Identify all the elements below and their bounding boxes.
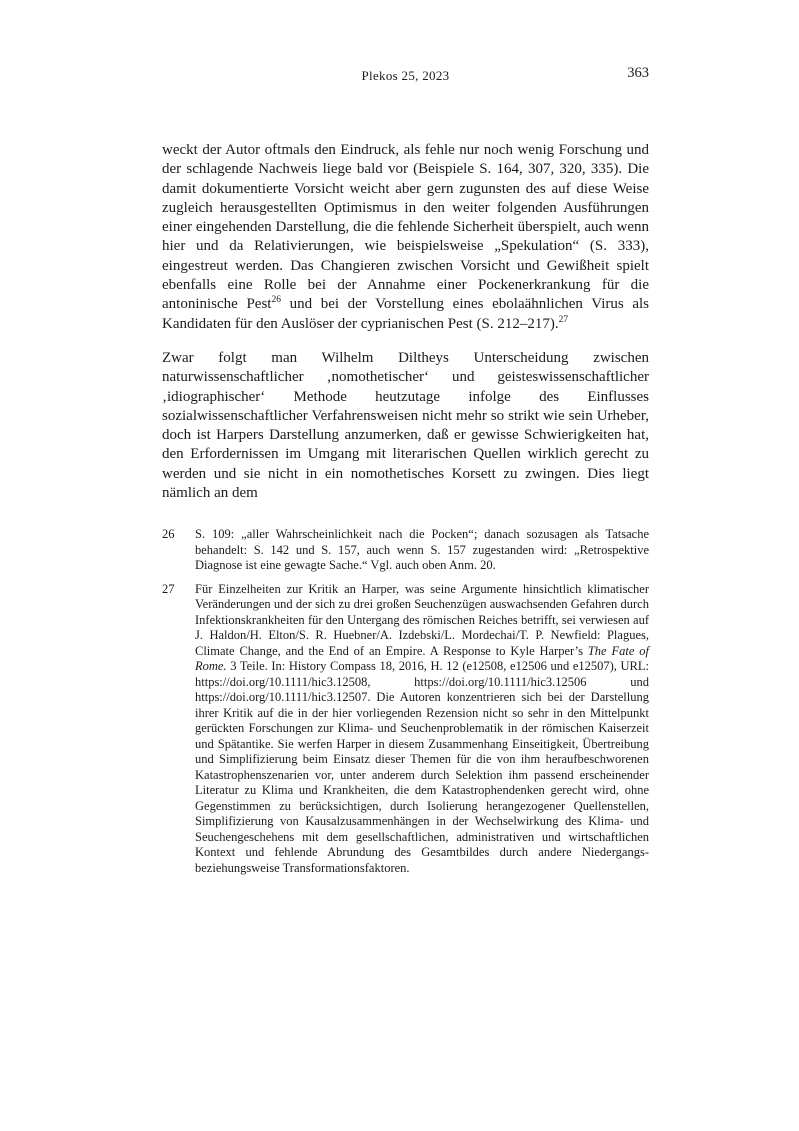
text-block [162,141,649,884]
paragraph-2: Zwar folgt man Wilhelm Diltheys Unterscheidung zwischen naturwissenschaftlicher ‚nomothetischer‘ und geisteswissenschaftlicher ‚idiographischer‘ Methode heutzutage infolge des Einflusses sozialwissenschaftlicher Verfahrensweisen nicht mehr so strikt wie sein Urheber, doch ist Harpers Darstellung anzumerken, daß er gewisse Schwierigkeiten hat, den Erfordernissen im Umgang mit literarischen Quellen wirklich gerecht zu werden und sie nicht in ein nomothetisches Korsett zu zwingen. Dies liegt nämlich an dem [162,349,649,502]
footnote-ref-26: 26 [271,295,281,306]
footnote-27-number: 27 [162,581,175,596]
footnote-27 [162,582,649,877]
paragraph-1 [162,141,649,334]
footnote-27-part2: 3 Teile. In: History Compass 18, 2016, H. 12 (e12508, e12506 und e12507), URL: https://doi.org/10.1111/hic3.12508, https://doi.org/10.1111/hic3.12506 und https://doi.org/10.1111/hic3.12507. Die Autoren konzentrieren sich bei der Darstellung ihrer Kritik auf die in der hier vorliegenden Rezension nicht so sehr in den Mittelpunkt gerückten Forschungen zur Klima- und Seuchenproblematik in der römischen Kaiserzeit und Spätantike. Sie werfen Harper in diesem Zusammenhang Einseitigkeit, Übertreibung und Simplifizierung beim Einsatz dieser Themen für die von ihm heraufbeschworenen Katastrophenszenarien vor, unter anderem durch Selektion ihm passend erscheinender Literatur zu Klima und Krankheiten, die dem Katastrophendenken gerecht wird, ohne Gegenstimmen zu berücksichtigen, durch Isolierung herangezogener Quellenstellen, Simplifizierung von Kausalzusammenhängen in der Wechselwirkung des Klima- und Seuchengeschehens mit dem gesellschaftlichen, administrativen und wirtschaftlichen Kontext und fehlende Abrundung des Gesamtbildes durch andere Niedergangs- beziehungsweise Transformationsfaktoren. [195,659,649,875]
footnote-26-number: 26 [162,527,175,542]
journal-title: Plekos 25, 2023 [361,68,450,83]
footnote-27-work-title: The Fate of Rome. [195,643,649,674]
footnote-26 [162,527,649,574]
paragraph-1-text-cont: und bei der Vorstellung eines ebolaähnlichen Virus als Kandidaten für den Auslöser der cyprianischen Pest (S. 212–217). [162,296,649,332]
footnote-ref-27: 27 [558,314,569,325]
footnotes-section [162,527,649,876]
footnote-27-part1: Für Einzelheiten zur Kritik an Harper, was seine Argumente hinsichtlich klimatischer Veränderungen und der sich zu drei großen Seuchenzügen auswachsenden Gefahren durch Infektionskrankheiten für den Untergang des römischen Reiches betrifft, sei verwiesen auf J. Haldon/H. Elton/S. R. Huebner/A. Izdebski/L. Mordechai/T. P. Newfield: Plagues, Climate Change, and the End of an Empire. A Response to Kyle Harper’s [195,581,649,658]
footnote-26-text: S. 109: „aller Wahrscheinlichkeit nach die Pocken“; danach sozusagen als Tatsache behandelt: S. 142 und S. 157, auch wenn S. 157 zugestanden wird: „Retrospektive Diagnose ist eine gewagte Sache.“ Vgl. auch oben Anm. 20. [195,527,649,573]
running-header [162,65,649,84]
page-number: 363 [627,65,649,81]
footnote-27-text [195,582,649,875]
paragraph-1-text: weckt der Autor oftmals den Eindruck, als fehle nur noch wenig Forschung und der schlagende Nachweis liege bald vor (Beispiele S. 164, 307, 320, 335). Die damit dokumentierte Vorsicht weicht aber gern zugunsten des auf diese Weise zugleich herausgestellten Optimismus in den weiter folgenden Ausführungen einer eingehenden Darstellung, die die fehlende Sicherheit überspielt, auch wenn hier und da Relativierungen, wie beispielsweise „Spekulation“ (S. 333), eingestreut werden. Das Changieren zwischen Vorsicht und Gewißheit spielt ebenfalls eine Rolle bei der Annahme einer Pockenerkrankung für die antoninische Pest [162,142,649,313]
